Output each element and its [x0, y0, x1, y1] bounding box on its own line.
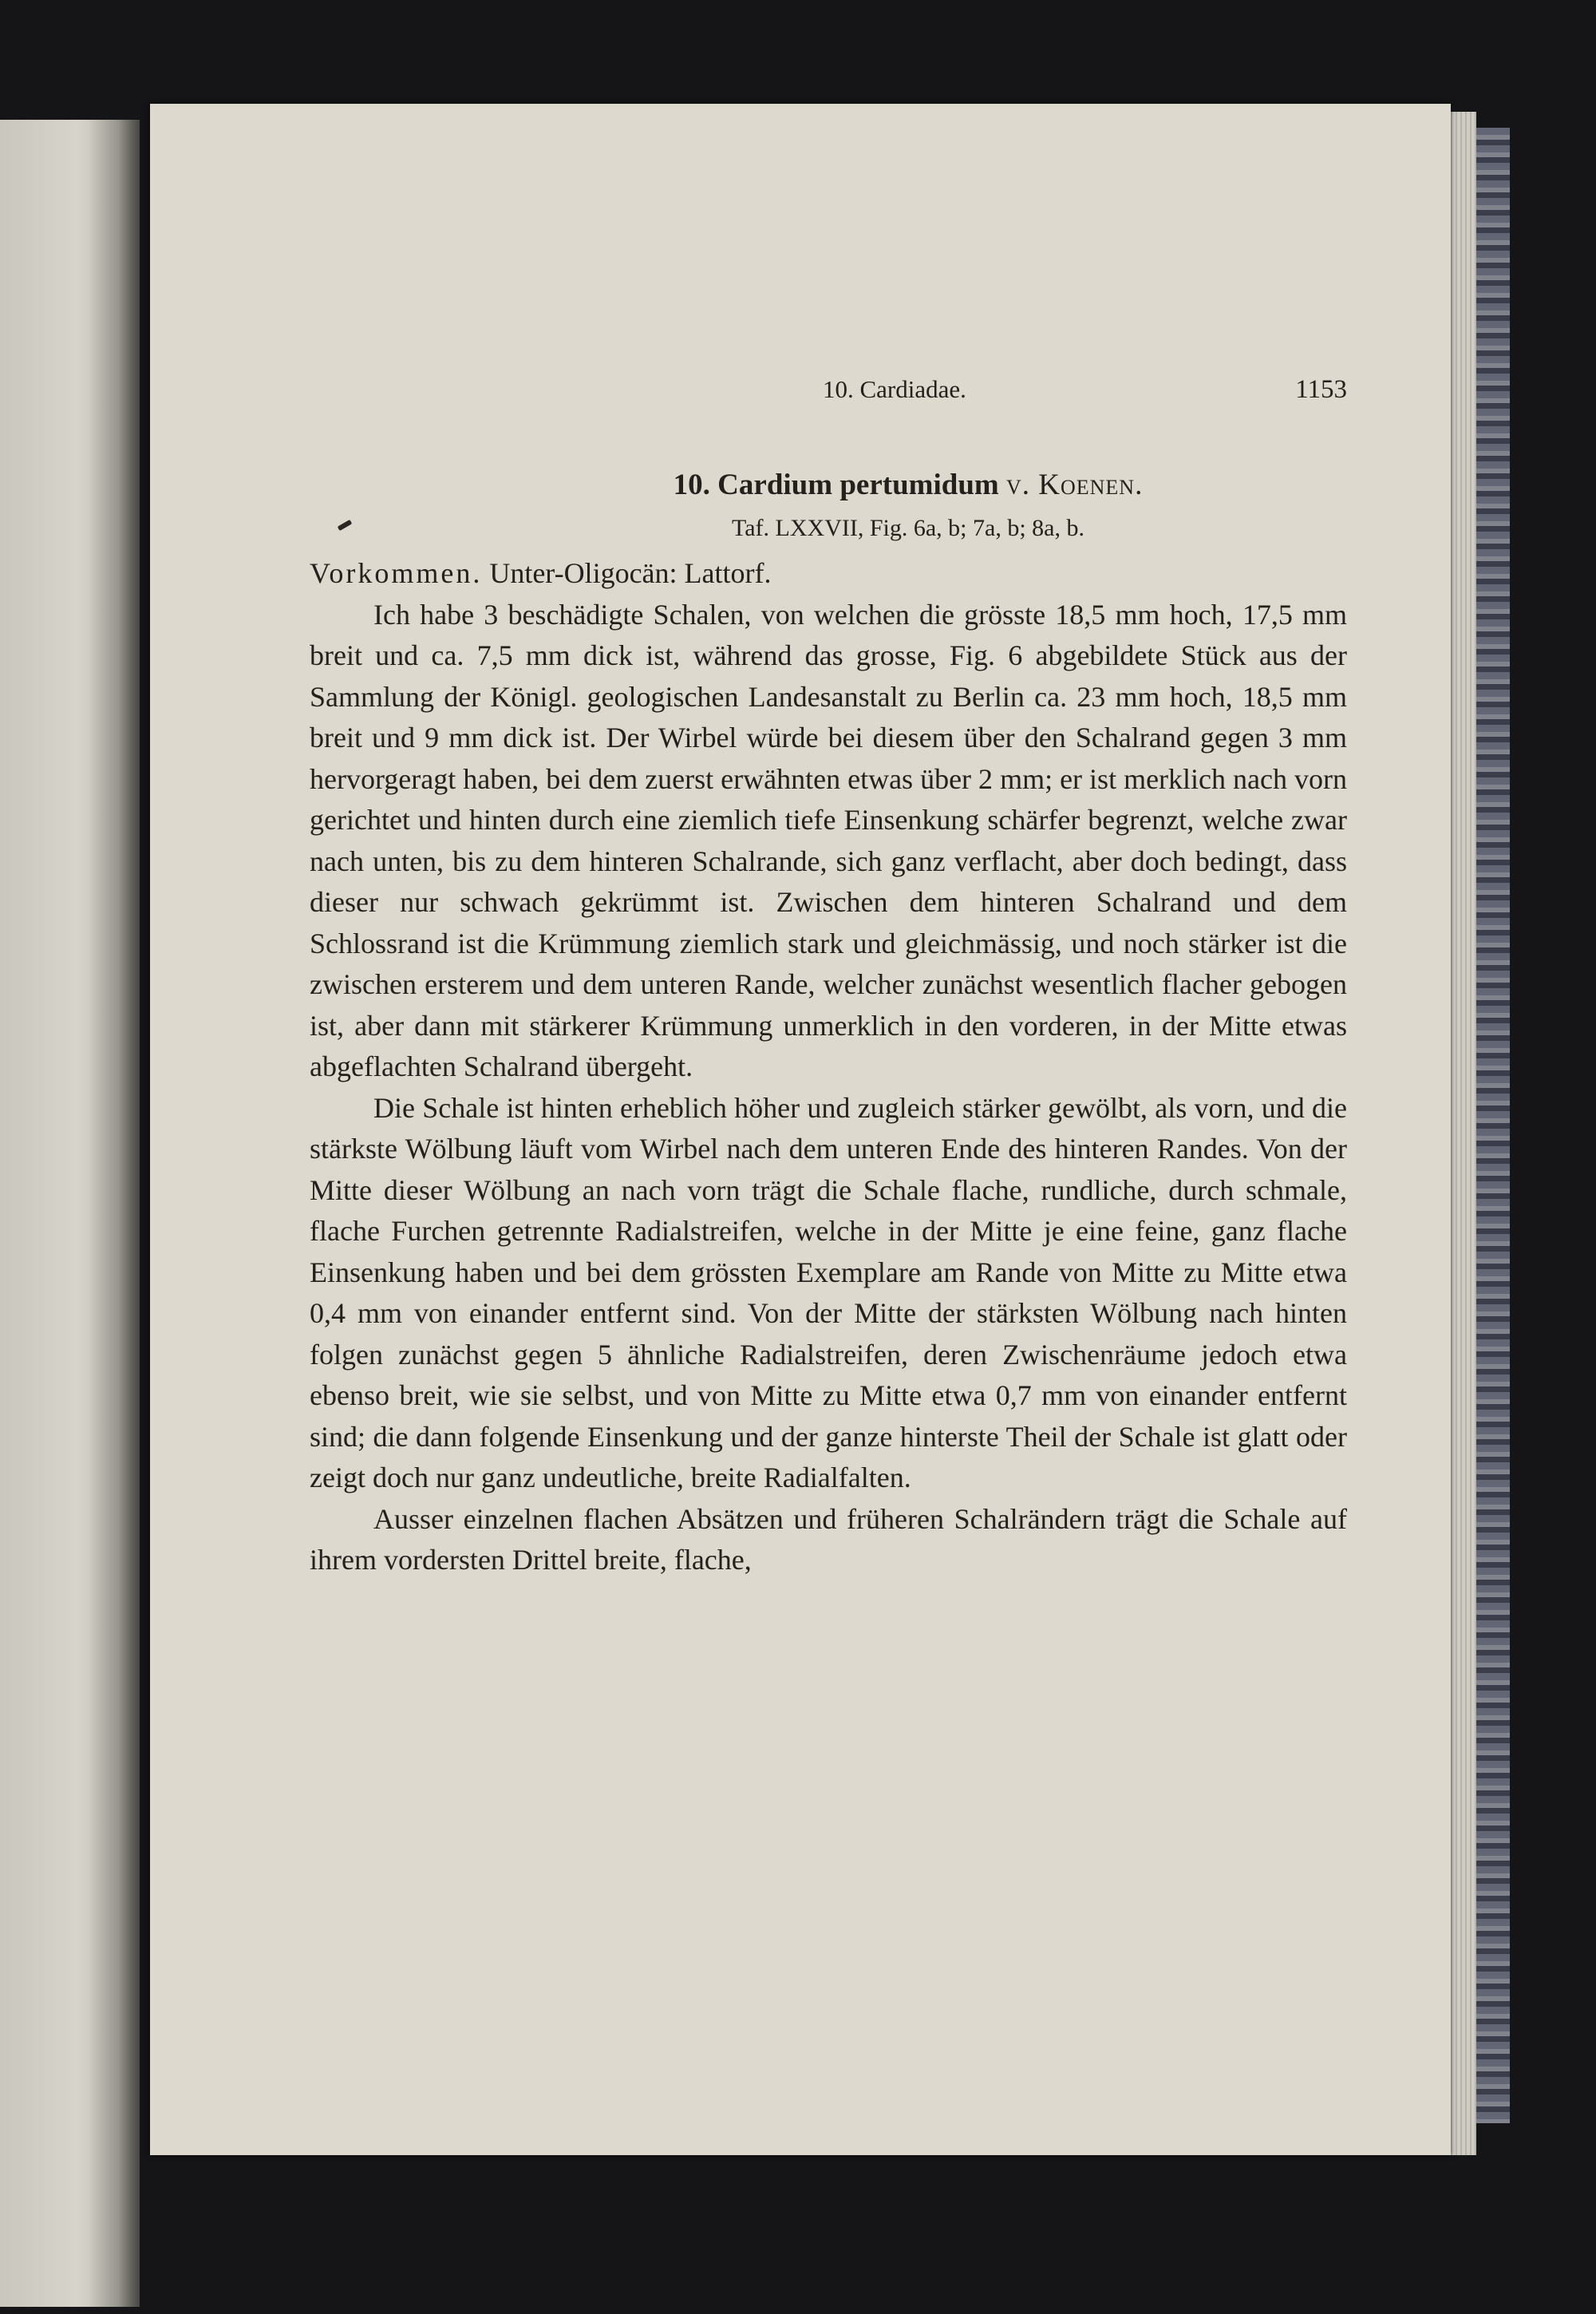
heading-author: v. Koenen.	[1005, 469, 1144, 501]
occurrence-text: Unter-Oligocän: Lattorf.	[489, 557, 772, 589]
left-page-shadow	[88, 120, 140, 2307]
paragraph-3: Ausser einzelnen flachen Absätzen und früheren Schalrändern trägt die Schale auf ihrem vordersten Drittel breite, flache,	[310, 1502, 1347, 1576]
heading-species: Cardium pertumidum	[717, 469, 999, 501]
running-title: 10. Cardiadae.	[823, 375, 966, 403]
paragraph-2: Die Schale ist hinten erheblich höher und zugleich stärker gewölbt, als vorn, und die stärkste Wölbung läuft vom Wirbel nach dem unteren Ende des hinteren Randes. Von der Mitte dieser Wölbung an nach vorn trägt die Schale flache, rundliche, durch schmale, flache Furchen getrennte Radialstreifen, welche in der Mitte je eine feine, ganz flache Einsenkung haben und bei dem grössten Exemplare am Rande von Mitte zu Mitte etwa 0,4 mm von einander entfernt sind. Von der Mitte der stärksten Wölbung nach hinten folgen zunächst gegen 5 ähnliche Radialstreifen, deren Zwischenräume jedoch etwa ebenso breit, wie sie selbst, und von Mitte zu Mitte etwa 0,7 mm von einander entfernt sind; die dann folgende Einsenkung und der ganze hinterste Theil der Schale ist glatt oder zeigt doch nur ganz undeutliche, breite Radialfalten.	[310, 1091, 1347, 1493]
running-head	[310, 375, 1347, 431]
book-page	[150, 104, 1451, 2155]
heading-number: 10.	[673, 469, 710, 501]
paragraph-1: Ich habe 3 beschädigte Schalen, von welchen die grösste 18,5 mm hoch, 17,5 mm breit und ca. 7,5 mm dick ist, während das grosse, Fig. 6 abgebildete Stück aus der Sammlung der Königl. geologischen Landesanstalt zu Berlin ca. 23 mm hoch, 18,5 mm breit und 9 mm dick ist. Der Wirbel würde bei diesem über den Schalrand gegen 3 mm hervorgeragt haben, bei dem zuerst erwähnten etwas über 2 mm; er ist merklich nach vorn gerichtet und hinten durch eine ziemlich tiefe Einsenkung schärfer begrenzt, welche zwar nach unten, bis zu dem hinteren Schalrande, sich ganz verflacht, aber doch bedingt, dass dieser nur schwach gekrümmt ist. Zwischen dem hinteren Schalrand und dem Schlossrand ist die Krümmung ziemlich stark und gleichmässig, und noch stärker ist die zwischen ersterem und dem unteren Rande, welcher zunächst wesentlich flacher gebogen ist, aber dann mit stärkerer Krümmung unmerklich in den vorderen, in der Mitte etwas abgeflachten Schalrand übergeht.	[310, 598, 1347, 1082]
page-number: 1153	[1295, 375, 1347, 404]
section-heading	[310, 468, 1347, 502]
page-content	[310, 375, 1347, 1581]
occurrence-label: Vorkommen.	[310, 557, 483, 589]
plate-reference: Taf. LXXVII, Fig. 6a, b; 7a, b; 8a, b.	[732, 515, 1084, 541]
occurrence-line	[310, 553, 1347, 595]
